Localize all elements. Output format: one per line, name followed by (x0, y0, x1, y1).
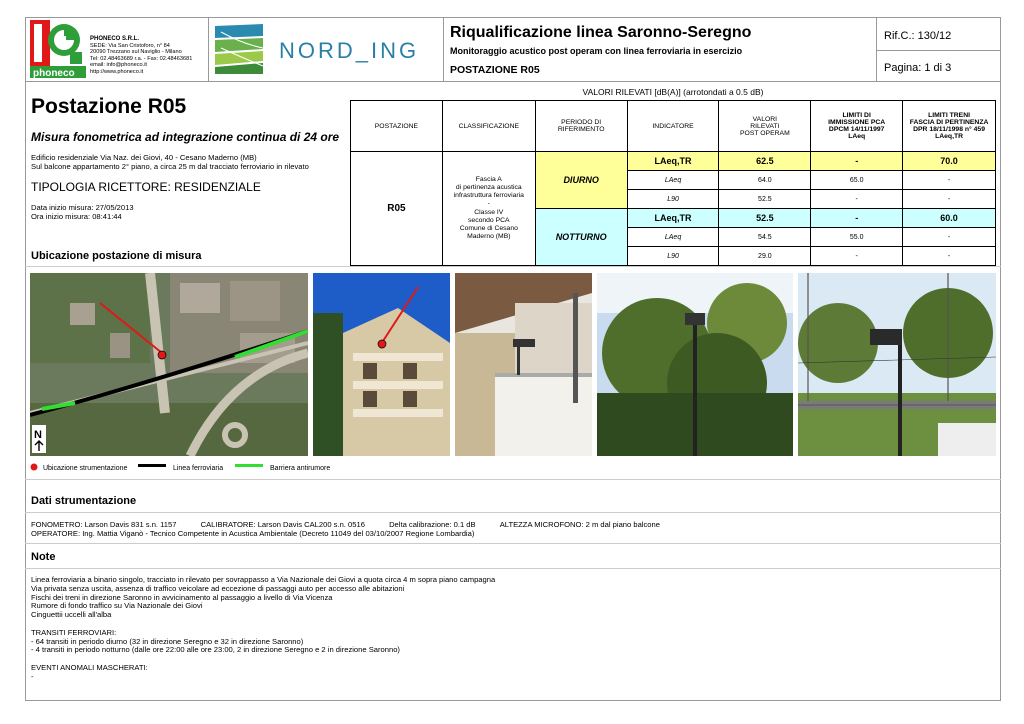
company-line: Tel: 02.48463689 r.a. - Fax: 02.48463681 (90, 55, 193, 62)
postazione-label: POSTAZIONE R05 (450, 64, 540, 76)
divider (25, 543, 1001, 544)
header-line: PERIODO DI (561, 119, 602, 126)
header-line: DPCM 14/11/1997 (828, 126, 885, 133)
divider (25, 479, 1001, 480)
indicator-cell: L90 (627, 190, 719, 209)
classification-cell (442, 152, 535, 266)
start-time: Ora inizio misura: 08:41:44 (31, 212, 122, 221)
calibration-delta: Delta calibrazione: 0.1 dB (389, 520, 476, 529)
phoneco-logo (30, 20, 86, 78)
station-code: R05 (351, 152, 443, 266)
class-line: Maderno (MB) (467, 233, 511, 241)
note-line (31, 655, 931, 664)
legend-line-icon (235, 463, 263, 469)
limit-pca-cell: - (811, 152, 903, 171)
header-line: RILEVATI (750, 122, 780, 130)
header-line: RIFERIMENTO (557, 126, 605, 133)
page-number: Pagina: 1 di 3 (884, 62, 952, 74)
company-line: http://www.phoneco.it (90, 68, 144, 75)
header-classificazione: CLASSIFICAZIONE (442, 101, 535, 152)
legend-line-icon (138, 463, 166, 469)
project-title: Riqualificazione linea Saronno-Seregno (450, 24, 752, 41)
limit-pca-cell: - (811, 190, 903, 209)
balcony-photo (455, 273, 592, 456)
phoneco-wordmark: phoneco (33, 68, 75, 78)
value-cell: 62.5 (719, 152, 811, 171)
value-cell: 52.5 (719, 190, 811, 209)
note-line (31, 620, 931, 629)
header-limiti-pca (811, 101, 903, 152)
header-periodo (535, 101, 627, 152)
indicator-cell: L90 (627, 247, 719, 266)
instrumentation-heading: Dati strumentazione (31, 495, 137, 507)
limit-pca-cell: 55.0 (811, 228, 903, 247)
divider (25, 512, 1001, 513)
note-line: Cinguettii uccelli all'alba (31, 610, 112, 620)
legend-label: Barriera antirumore (269, 465, 331, 472)
note-line: Via privata senza uscita, assenza di traffico veicolare ad eccezione di passaggi auto per accesso alle abitazioni (31, 583, 405, 593)
note-line: Rumore di fondo traffico su Via Nazionale dei Giovi (31, 601, 203, 611)
value-cell: 64.0 (719, 171, 811, 190)
divider (443, 17, 444, 82)
indicator-cell: LAeq,TR (627, 209, 719, 228)
divider (876, 50, 1001, 51)
microphone-height: ALTEZZA MICROFONO: 2 m dal piano balcone (499, 520, 660, 529)
notes-heading: Note (31, 551, 56, 563)
class-line: infrastruttura ferroviaria (453, 192, 524, 200)
nord-ing-wordmark: NORD_ING (279, 38, 420, 63)
limit-treni-cell: 70.0 (903, 152, 996, 171)
legend-railway (138, 463, 223, 472)
instrumentation-details (31, 520, 931, 538)
limit-treni-cell: - (903, 190, 996, 209)
railway-photo (798, 273, 996, 456)
class-line: - (487, 200, 490, 208)
note-line: TRANSITI FERROVIARI: (31, 627, 117, 637)
legend-label: Ubicazione strumentazione (42, 465, 128, 472)
table-header-row (351, 101, 996, 152)
company-info (90, 36, 210, 75)
class-line: di pertinenza acustica (455, 183, 522, 191)
building-photo (313, 273, 450, 456)
nord-ing-logo (213, 22, 441, 76)
start-date: Data inizio misura: 27/05/2013 (31, 203, 134, 212)
header-line: FASCIA DI PERTINENZA (909, 119, 989, 126)
limit-treni-cell: - (903, 171, 996, 190)
divider (208, 17, 209, 82)
note-line: - 4 transiti in periodo notturno (dalle ore 22:00 alle ore 23:00, 2 in direzione Seregno e 2 in direzione Saronno) (31, 645, 400, 655)
limit-treni-cell: - (903, 228, 996, 247)
header-valori (719, 101, 811, 152)
header-limiti-treni (903, 101, 996, 152)
limit-pca-cell: - (811, 247, 903, 266)
value-cell: 54.5 (719, 228, 811, 247)
indicator-cell: LAeq (627, 228, 719, 247)
header-indicatore: INDICATORE (627, 101, 719, 152)
note-line: - (31, 671, 34, 681)
note-line: EVENTI ANOMALI MASCHERATI: (31, 662, 148, 672)
company-line: 20090 Trezzano sul Naviglio - Milano (90, 49, 182, 55)
class-line: Comune di Cesano (459, 224, 518, 232)
building-line: Sul balcone appartamento 2° piano, a circa 25 m dal tracciato ferroviario in rilevato (31, 162, 309, 171)
header-line: VALORI (752, 115, 778, 123)
measure-dates (31, 203, 134, 221)
notes-body (31, 576, 931, 682)
divider (25, 568, 1001, 569)
company-line: email: info@phoneco.it (90, 62, 147, 68)
divider (25, 266, 1001, 267)
indicator-cell: LAeq (627, 171, 719, 190)
legend-label: Linea ferroviaria (172, 465, 224, 472)
header-line: IMMISSIONE PCA (828, 119, 886, 126)
aerial-map (30, 273, 308, 456)
company-name: PHONECO S.R.L. (90, 36, 140, 42)
location-heading: Ubicazione postazione di misura (31, 250, 202, 262)
receptor-type: TIPOLOGIA RICETTORE: RESIDENZIALE (31, 180, 261, 194)
building-line: Edificio residenziale Via Naz. dei Giovi, 40 - Cesano Maderno (MB) (31, 153, 257, 162)
station-title: Postazione R05 (31, 95, 187, 118)
class-line: Classe IV (474, 208, 504, 216)
company-line: SEDE: Via San Cristoforo, n° 84 (90, 42, 170, 49)
limit-pca-cell: - (811, 209, 903, 228)
table-caption: VALORI RILEVATI [dB(A)] (arrotondati a 0.5 dB) (582, 87, 764, 97)
class-line: secondo PCA (468, 216, 510, 224)
header-postazione: POSTAZIONE (351, 101, 443, 152)
value-cell: 52.5 (719, 209, 811, 228)
class-line: Fascia A (475, 175, 502, 183)
limit-treni-cell: - (903, 247, 996, 266)
period-notturno: NOTTURNO (535, 209, 627, 266)
calibrator: CALIBRATORE: Larson Davis CAL200 s.n. 0516 (200, 520, 365, 529)
header-line: DPR 18/11/1998 n° 459 (913, 126, 985, 133)
reference-number: Rif.C.: 130/12 (884, 30, 952, 42)
header-line: POST OPERAM (740, 129, 790, 137)
legend-barrier (235, 463, 330, 472)
header-line: LIMITI DI (842, 112, 871, 119)
garden-photo (597, 273, 793, 456)
instrument-marker (158, 351, 166, 359)
note-line: - 64 transiti in periodo diurno (32 in direzione Seregno e 32 in direzione Saronno) (31, 636, 304, 646)
legend-dot-icon (30, 463, 38, 471)
value-cell: 29.0 (719, 247, 811, 266)
limit-treni-cell: 60.0 (903, 209, 996, 228)
north-label: N (34, 429, 42, 441)
station-subtitle: Misura fonometrica ad integrazione continua di 24 ore (31, 130, 340, 144)
header-line: LAeq,TR (935, 133, 964, 140)
operator: OPERATORE: Ing. Mattia Viganò - Tecnico Competente in Acustica Ambientale (Decreto 11049 del 03/10/2007 Regione Lombardia) (31, 529, 475, 538)
values-table (350, 100, 996, 266)
project-subtitle: Monitoraggio acustico post operam con linea ferroviaria in esercizio (450, 46, 743, 56)
building-description (31, 153, 351, 171)
header-line: LIMITI TRENI (928, 112, 971, 119)
table-row (351, 152, 996, 171)
sound-meter: FONOMETRO: Larson Davis 831 s.n. 1157 (31, 520, 177, 529)
limit-pca-cell: 65.0 (811, 171, 903, 190)
indicator-cell: LAeq,TR (627, 152, 719, 171)
period-diurno: DIURNO (535, 152, 627, 209)
legend-marker (30, 463, 127, 472)
header-line: LAeq (848, 133, 866, 140)
note-line: Linea ferroviaria a binario singolo, tracciato in rilevato per sovrappasso a Via Nazionale dei Giovi a quota circa 4 m sopra piano campagna (31, 575, 496, 584)
note-line: Fischi dei treni in direzione Saronno in avvicinamento al passaggio a livello di Via Vicenza (31, 592, 333, 602)
